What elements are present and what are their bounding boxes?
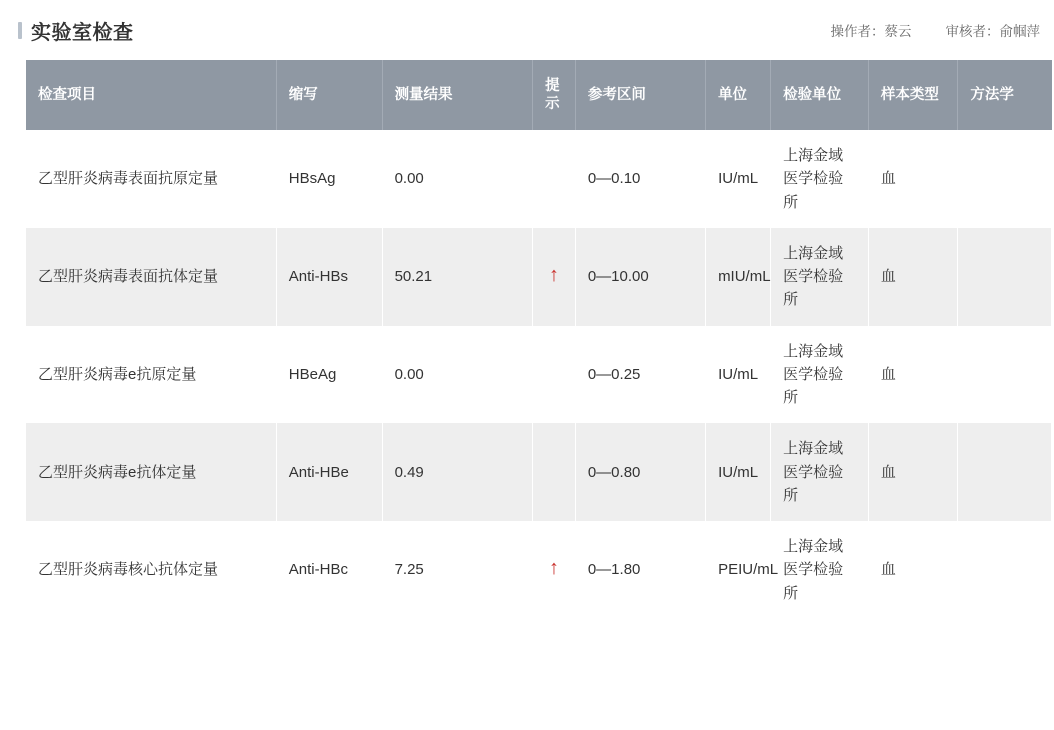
cell-flag [533, 326, 576, 424]
cell-flag [533, 423, 576, 521]
cell-unit: IU/mL [706, 130, 771, 228]
cell-unit: IU/mL [706, 326, 771, 424]
page-title: 实验室检查 [31, 21, 134, 44]
cell-lab: 上海金域医学检验所 [771, 130, 869, 228]
cell-reference: 0—1.80 [575, 521, 705, 619]
table-header-row [26, 60, 1052, 130]
cell-reference: 0—0.80 [575, 423, 705, 521]
cell-unit: mIU/mL [706, 228, 771, 326]
column-header-unit: 单位 [706, 60, 771, 130]
cell-value: 0.00 [382, 326, 533, 424]
cell-item-name: 乙型肝炎病毒核心抗体定量 [26, 521, 276, 619]
title-accent-bar [18, 22, 22, 39]
cell-flag [533, 521, 576, 619]
reviewer-label: 审核者： [945, 24, 1000, 39]
cell-item-name: 乙型肝炎病毒e抗体定量 [26, 423, 276, 521]
table-head [26, 60, 1052, 130]
cell-lab: 上海金域医学检验所 [771, 326, 869, 424]
operator-name: 蔡云 [884, 24, 912, 39]
cell-abbr: HBeAg [276, 326, 382, 424]
cell-abbr: Anti-HBs [276, 228, 382, 326]
column-header-abbr: 缩写 [276, 60, 382, 130]
reviewer-info [946, 20, 1041, 40]
table-row [26, 423, 1052, 521]
column-header-reference: 参考区间 [575, 60, 705, 130]
column-header-method: 方法学 [958, 60, 1052, 130]
table-row [26, 228, 1052, 326]
cell-sample-type: 血 [868, 521, 958, 619]
cell-value: 0.49 [382, 423, 533, 521]
cell-item-name: 乙型肝炎病毒表面抗原定量 [26, 130, 276, 228]
cell-reference: 0—0.10 [575, 130, 705, 228]
table-row [26, 521, 1052, 619]
cell-sample-type: 血 [868, 423, 958, 521]
cell-sample-type: 血 [868, 130, 958, 228]
cell-item-name: 乙型肝炎病毒表面抗体定量 [26, 228, 276, 326]
cell-method [958, 326, 1052, 424]
cell-lab: 上海金域医学检验所 [771, 228, 869, 326]
reviewer-name: 俞帼萍 [999, 24, 1040, 39]
cell-value: 7.25 [382, 521, 533, 619]
header-meta [831, 20, 1045, 40]
cell-lab: 上海金域医学检验所 [771, 423, 869, 521]
cell-flag [533, 130, 576, 228]
cell-unit: PEIU/mL [706, 521, 771, 619]
cell-method [958, 130, 1052, 228]
cell-unit: IU/mL [706, 423, 771, 521]
cell-method [958, 228, 1052, 326]
cell-method [958, 423, 1052, 521]
table-row [26, 326, 1052, 424]
table-row [26, 130, 1052, 228]
cell-flag [533, 228, 576, 326]
operator-label: 操作者： [830, 24, 885, 39]
lab-table-wrap [0, 60, 1054, 619]
cell-lab: 上海金域医学检验所 [771, 521, 869, 619]
cell-abbr: Anti-HBe [276, 423, 382, 521]
column-header-item: 检查项目 [26, 60, 276, 130]
page-title-wrap [18, 16, 134, 45]
column-header-flag: 提示 [533, 60, 576, 130]
column-header-value: 测量结果 [382, 60, 533, 130]
high-flag-icon: ↑ [548, 264, 559, 286]
cell-value: 0.00 [382, 130, 533, 228]
cell-method [958, 521, 1052, 619]
cell-reference: 0—0.25 [575, 326, 705, 424]
cell-abbr: HBsAg [276, 130, 382, 228]
cell-item-name: 乙型肝炎病毒e抗原定量 [26, 326, 276, 424]
lab-results-table [26, 60, 1052, 619]
column-header-lab: 检验单位 [771, 60, 869, 130]
page-header [0, 0, 1054, 60]
cell-sample-type: 血 [868, 326, 958, 424]
column-header-sample: 样本类型 [868, 60, 958, 130]
cell-reference: 0—10.00 [575, 228, 705, 326]
operator-info [831, 20, 912, 40]
cell-value: 50.21 [382, 228, 533, 326]
table-body [26, 130, 1052, 619]
cell-abbr: Anti-HBc [276, 521, 382, 619]
cell-sample-type: 血 [868, 228, 958, 326]
high-flag-icon: ↑ [548, 557, 559, 580]
